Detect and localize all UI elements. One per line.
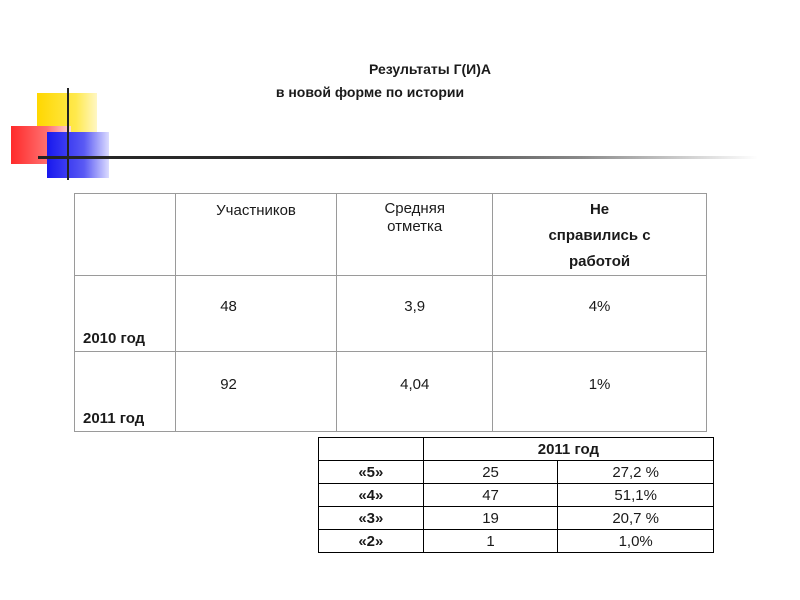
grade-percent: 51,1% [558, 484, 714, 507]
header-empty-cell [75, 194, 176, 276]
table-row [75, 352, 707, 432]
grade-label: «2» [319, 530, 424, 553]
title-line-1: Результаты Г(И)А [368, 61, 492, 77]
row-label: 2010 год [75, 276, 176, 352]
grade-label: «4» [319, 484, 424, 507]
average-value: 4,04 [337, 352, 493, 432]
grade-label: «3» [319, 507, 424, 530]
grades-header-empty [319, 438, 424, 461]
participants-value: 48 [175, 276, 337, 352]
grade-percent: 1,0% [558, 530, 714, 553]
grade-count: 25 [423, 461, 558, 484]
slide-title [275, 58, 560, 104]
grades-header-year: 2011 год [423, 438, 713, 461]
grade-count: 19 [423, 507, 558, 530]
row-label: 2011 год [75, 352, 176, 432]
header-failed: Не справились с работой [493, 194, 707, 276]
grades-table [318, 437, 714, 553]
grade-label: «5» [319, 461, 424, 484]
horizontal-rule [38, 156, 758, 159]
average-value: 3,9 [337, 276, 493, 352]
failed-value: 4% [493, 276, 707, 352]
table-row [319, 484, 714, 507]
participants-value: 92 [175, 352, 337, 432]
grade-count: 47 [423, 484, 558, 507]
header-participants: Участников [175, 194, 337, 276]
table-row [319, 461, 714, 484]
table-row [319, 530, 714, 553]
grades-table-header [319, 438, 714, 461]
blue-square-decoration [47, 132, 109, 178]
table-row [319, 507, 714, 530]
results-table-header [75, 194, 707, 276]
results-table [74, 193, 707, 432]
grade-percent: 20,7 % [558, 507, 714, 530]
grade-count: 1 [423, 530, 558, 553]
table-row [75, 276, 707, 352]
failed-value: 1% [493, 352, 707, 432]
title-line-2: в новой форме по истории [275, 84, 465, 100]
header-average-grade: Средняя отметка [337, 194, 493, 276]
grade-percent: 27,2 % [558, 461, 714, 484]
vertical-rule [67, 88, 69, 180]
